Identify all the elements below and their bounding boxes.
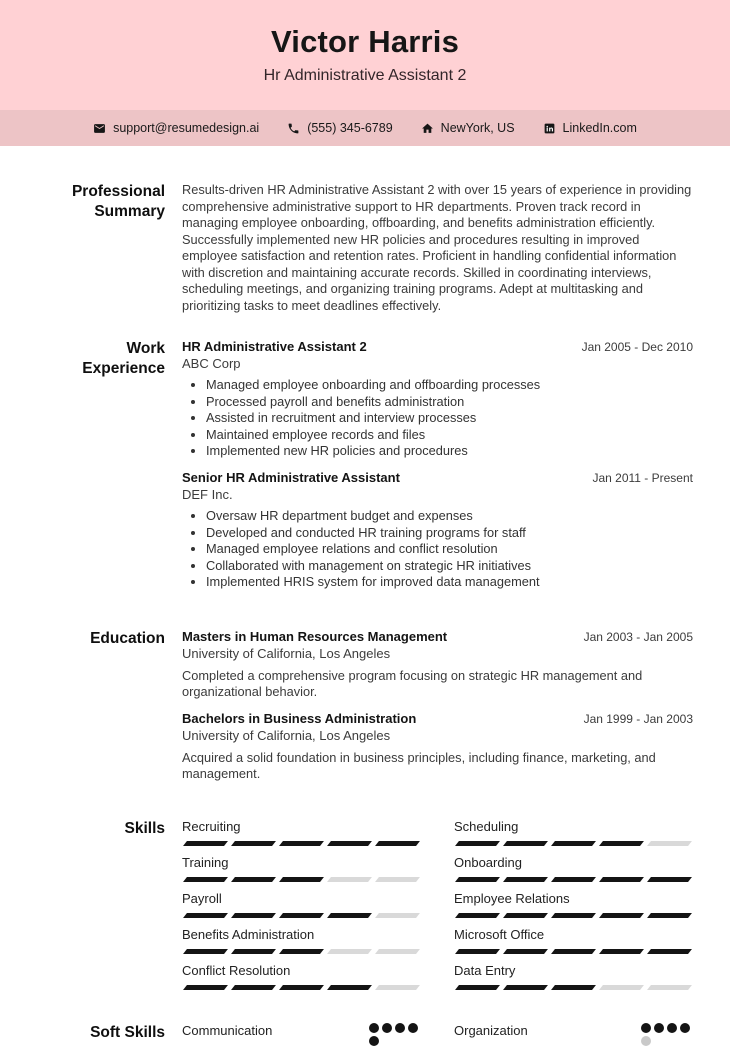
email-icon [93, 122, 106, 135]
skill-level-bar [454, 841, 693, 846]
bar-segment [183, 841, 228, 846]
person-job-title: Hr Administrative Assistant 2 [263, 67, 467, 84]
skill-level-bar [182, 877, 421, 882]
entry-head [182, 339, 693, 354]
bar-segment [279, 841, 324, 846]
skill-level-bar [182, 841, 421, 846]
bar-segment [503, 985, 548, 990]
section-soft-skills [60, 1023, 693, 1054]
rating-dot [641, 1036, 651, 1046]
skill-item [454, 963, 693, 990]
rating-dot [641, 1023, 651, 1033]
bar-segment [327, 841, 372, 846]
job-title: Senior HR Administrative Assistant [182, 469, 400, 485]
skill-name: Scheduling [454, 818, 519, 834]
contact-linkedin-text: LinkedIn.com [562, 121, 637, 135]
bar-segment [375, 877, 420, 882]
skill-level-bar [182, 949, 421, 954]
skill-level-bar [454, 913, 693, 918]
contact-location [421, 121, 515, 135]
company-name: ABC Corp [182, 356, 241, 371]
skill-name: Microsoft Office [454, 926, 545, 942]
contact-bar [0, 110, 730, 146]
degree-description: Acquired a solid foundation in business principles, including finance, marketing, and management. [182, 749, 656, 782]
soft-skill-name: Organization [454, 1022, 528, 1038]
bar-segment [599, 841, 644, 846]
section-label-skills: Skills [124, 819, 165, 837]
skill-item [182, 819, 421, 846]
education-entries [182, 629, 693, 793]
bar-segment [327, 913, 372, 918]
bar-segment [647, 841, 692, 846]
soft-skills-columns [182, 1023, 693, 1054]
bar-segment [327, 985, 372, 990]
bar-segment [599, 949, 644, 954]
bar-segment [375, 913, 420, 918]
bar-segment [183, 949, 228, 954]
bullet-item: • Oversaw HR department budget and expenses [206, 508, 693, 525]
bullet-item: • Processed payroll and benefits administration [206, 394, 693, 411]
bar-segment [455, 841, 500, 846]
skill-item [182, 855, 421, 882]
skill-name: Data Entry [454, 962, 516, 978]
job-title: HR Administrative Assistant 2 [182, 339, 367, 354]
contact-linkedin[interactable] [543, 121, 637, 135]
section-education [60, 629, 693, 793]
rating-dot [395, 1023, 405, 1033]
soft-skill-rating [369, 1023, 421, 1046]
bar-segment [231, 913, 276, 918]
bullet-item: • Implemented HRIS system for improved data management [206, 574, 693, 591]
skill-item [182, 891, 421, 918]
entry-head [182, 711, 693, 726]
contact-phone-text: (555) 345-6789 [307, 121, 393, 135]
bar-segment [647, 913, 692, 918]
skill-level-bar [182, 985, 421, 990]
bar-segment [375, 841, 420, 846]
rating-dot [382, 1023, 392, 1033]
bar-segment [503, 913, 548, 918]
bar-segment [551, 949, 596, 954]
section-skills [60, 819, 693, 999]
contact-email-text: support@resumedesign.ai [113, 121, 260, 135]
skill-item [182, 963, 421, 990]
bar-segment [647, 949, 692, 954]
section-label-summary: Professional Summary [71, 183, 165, 220]
bar-segment [375, 949, 420, 954]
bar-segment [551, 985, 596, 990]
bar-segment [455, 877, 500, 882]
bar-segment [599, 877, 644, 882]
bullet-item: • Managed employee onboarding and offboarding processes [206, 377, 693, 394]
bullet-list [182, 508, 693, 591]
bar-segment [551, 841, 596, 846]
contact-phone[interactable] [287, 121, 392, 135]
bar-segment [279, 913, 324, 918]
bar-segment [327, 949, 372, 954]
bar-segment [231, 841, 276, 846]
bar-segment [183, 913, 228, 918]
skills-column-right [454, 819, 693, 999]
soft-skill-item [454, 1023, 693, 1046]
header-banner [0, 0, 730, 110]
skill-name: Training [182, 854, 229, 870]
bar-segment [599, 985, 644, 990]
soft-skill-rating [641, 1023, 693, 1046]
date-range: Jan 2011 - Present [592, 470, 693, 485]
skill-item [454, 891, 693, 918]
phone-icon [287, 122, 300, 135]
skill-name: Recruiting [182, 818, 241, 834]
bar-segment [455, 949, 500, 954]
bar-segment [231, 877, 276, 882]
bar-segment [599, 913, 644, 918]
skill-item [182, 927, 421, 954]
skill-level-bar [454, 985, 693, 990]
date-range: Jan 1999 - Jan 2003 [583, 711, 693, 726]
date-range: Jan 2005 - Dec 2010 [581, 340, 693, 354]
entry-head [182, 470, 693, 485]
rating-dot [667, 1023, 677, 1033]
rating-dot [369, 1023, 379, 1033]
skill-name: Onboarding [454, 854, 522, 870]
bar-segment [183, 877, 228, 882]
skill-name: Employee Relations [454, 890, 570, 906]
bar-segment [551, 877, 596, 882]
entry-head [182, 629, 693, 644]
bar-segment [455, 985, 500, 990]
experience-entry [182, 470, 693, 591]
contact-email[interactable] [93, 121, 259, 135]
summary-text: Results-driven HR Administrative Assistant 2 with over 15 years of experience in providing comprehensive administrative support to HR departments. Proven track record in managing employee onboarding, offboarding, and benefits administration efficiently. Successfully implemented new HR policies and procedures resulting in improved employee satisfaction and retention rates. Proficient in handling confidential information with discretion and maintaining accurate records. Skilled in coordinating interviews, scheduling meetings, and organizing training programs. Adept at multitasking and prioritizing tasks to meet deadlines effectively. [182, 182, 692, 313]
skill-name: Benefits Administration [182, 926, 315, 942]
bar-segment [375, 985, 420, 990]
education-entry [182, 711, 693, 783]
bar-segment [647, 877, 692, 882]
rating-dot [680, 1023, 690, 1033]
resume-header [0, 0, 730, 146]
soft-skill-item [182, 1023, 421, 1046]
education-entry [182, 629, 693, 701]
soft-skill-name: Communication [182, 1022, 273, 1038]
bar-segment [503, 841, 548, 846]
skill-name: Payroll [182, 890, 222, 906]
bar-segment [455, 913, 500, 918]
rating-dot [369, 1036, 379, 1046]
experience-entries [182, 339, 693, 601]
rating-dot [408, 1023, 418, 1033]
degree-title: Bachelors in Business Administration [182, 710, 417, 726]
section-experience [60, 339, 693, 601]
bar-segment [279, 949, 324, 954]
linkedin-icon [543, 122, 556, 135]
bullet-item: • Collaborated with management on strategic HR initiatives [206, 558, 693, 575]
bar-segment [231, 985, 276, 990]
bullet-item: • Developed and conducted HR training programs for staff [206, 525, 693, 542]
bar-segment [327, 877, 372, 882]
skill-level-bar [454, 949, 693, 954]
home-icon [421, 122, 434, 135]
skills-columns [182, 819, 693, 999]
company-name: DEF Inc. [182, 486, 233, 502]
section-summary [60, 182, 693, 314]
skill-item [454, 927, 693, 954]
soft-skills-column-right [454, 1023, 693, 1054]
bullet-list [182, 377, 693, 460]
bar-segment [647, 985, 692, 990]
school-name: University of California, Los Angeles [182, 727, 391, 743]
soft-skills-column-left [182, 1023, 421, 1054]
bullet-item: • Implemented new HR policies and procedures [206, 443, 693, 460]
degree-description: Completed a comprehensive program focusing on strategic HR management and organizational behavior. [182, 667, 643, 700]
resume-body [0, 146, 730, 1054]
bullet-item: • Maintained employee records and files [206, 427, 693, 444]
section-label-experience: Work Experience [82, 340, 165, 377]
person-name: Victor Harris [270, 24, 460, 59]
bullet-item: • Assisted in recruitment and interview processes [206, 410, 693, 427]
experience-entry [182, 339, 693, 460]
bar-segment [183, 985, 228, 990]
bar-segment [503, 877, 548, 882]
school-name: University of California, Los Angeles [182, 645, 391, 661]
degree-title: Masters in Human Resources Management [182, 628, 448, 644]
skill-level-bar [454, 877, 693, 882]
bar-segment [503, 949, 548, 954]
bar-segment [551, 913, 596, 918]
contact-location-text: NewYork, US [440, 121, 515, 135]
rating-dot [654, 1023, 664, 1033]
bar-segment [279, 985, 324, 990]
section-label-education: Education [90, 629, 165, 647]
skill-item [454, 855, 693, 882]
bar-segment [231, 949, 276, 954]
section-label-soft-skills: Soft Skills [90, 1023, 165, 1041]
skills-column-left [182, 819, 421, 999]
skill-item [454, 819, 693, 846]
skill-name: Conflict Resolution [182, 962, 291, 978]
bullet-item: • Managed employee relations and conflict resolution [206, 541, 693, 558]
bar-segment [279, 877, 324, 882]
skill-level-bar [182, 913, 421, 918]
date-range: Jan 2003 - Jan 2005 [583, 629, 693, 644]
